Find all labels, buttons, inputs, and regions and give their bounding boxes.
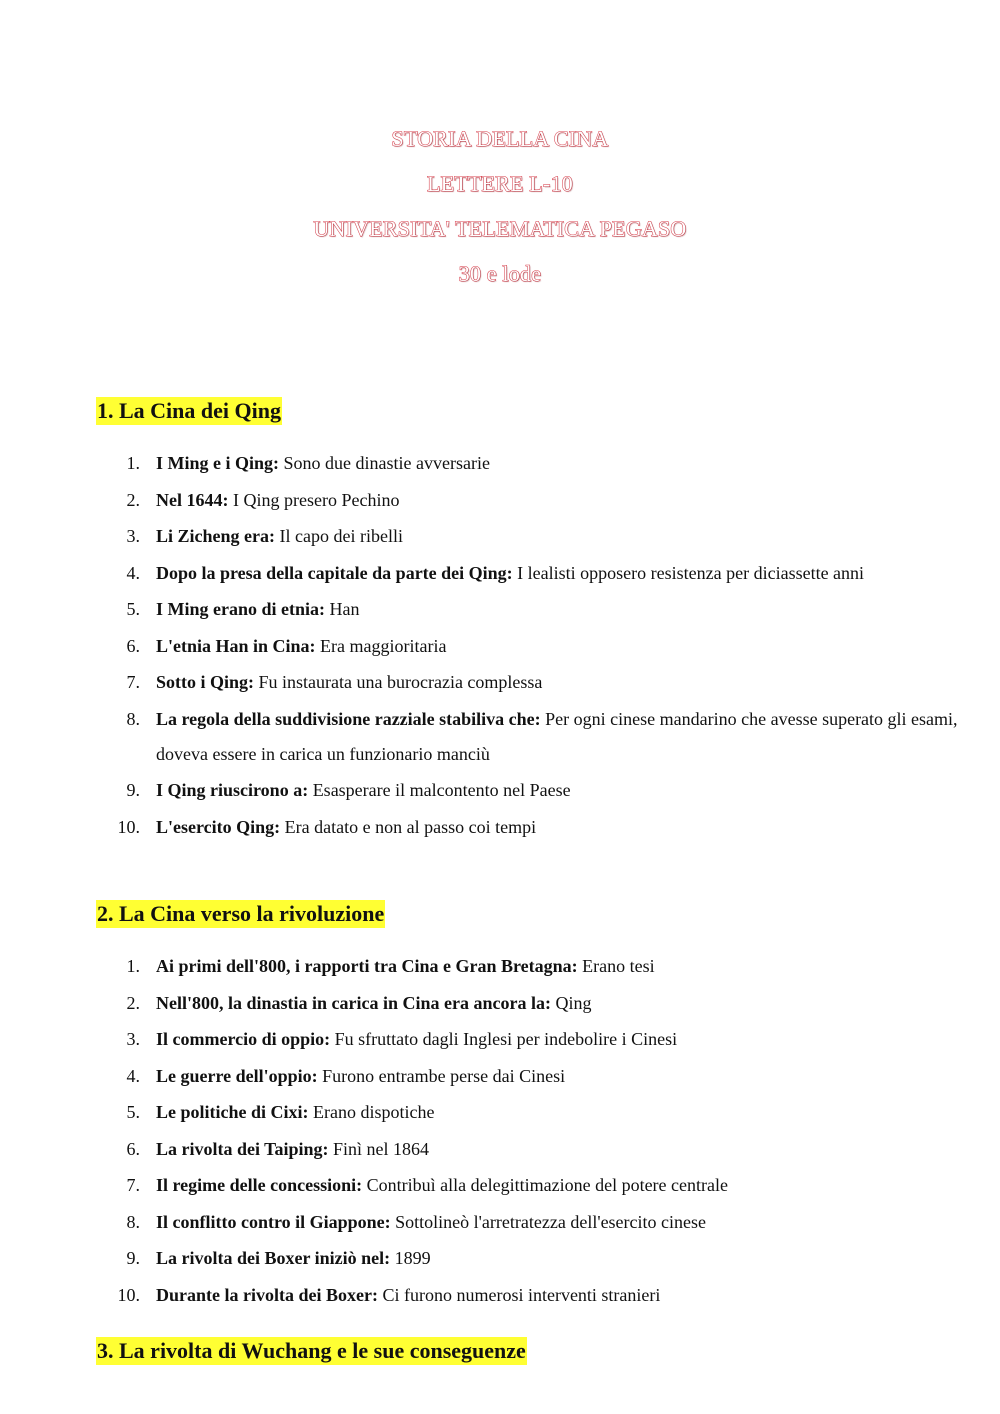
item-question: Ai primi dell'800, i rapporti tra Cina e Gran Bretagna: bbox=[156, 956, 578, 976]
item-question: Nel 1644: bbox=[156, 489, 229, 510]
item-answer: 1899 bbox=[394, 1248, 431, 1268]
list-item bbox=[126, 519, 976, 554]
item-question: Il commercio di oppio: bbox=[156, 1029, 331, 1049]
item-number: 4. bbox=[126, 1065, 140, 1086]
item-question: L'etnia Han in Cina: bbox=[156, 635, 316, 656]
list-item bbox=[117, 1278, 976, 1313]
list-item bbox=[126, 665, 976, 700]
section-title-wuchang: 3. La rivolta di Wuchang e le sue conseguenze bbox=[97, 1338, 526, 1363]
item-question: I Qing riuscirono a: bbox=[156, 780, 309, 800]
section-list-revolution bbox=[96, 949, 976, 1314]
list-item bbox=[126, 986, 976, 1021]
section-list-qing bbox=[96, 446, 976, 846]
item-answer: Il capo dei ribelli bbox=[279, 526, 403, 546]
item-question: I Ming erano di etnia: bbox=[156, 599, 325, 619]
list-item bbox=[126, 446, 976, 481]
item-answer: Han bbox=[329, 599, 360, 619]
item-question: L'esercito Qing: bbox=[156, 816, 281, 837]
list-item bbox=[126, 1168, 976, 1203]
list-item bbox=[117, 810, 976, 845]
document-header bbox=[0, 116, 1000, 296]
item-number: 8. bbox=[126, 708, 140, 729]
item-answer: Sono due dinastie avversarie bbox=[283, 453, 490, 473]
item-number: 7. bbox=[126, 1175, 140, 1195]
item-answer: Fu sfruttato dagli Inglesi per indebolire i Cinesi bbox=[334, 1029, 678, 1049]
section-title-qing: 1. La Cina dei Qing bbox=[97, 398, 281, 423]
item-question: La regola della suddivisione razziale stabiliva che: bbox=[156, 708, 541, 729]
list-item bbox=[126, 629, 976, 664]
grade-tagline: 30 e lode bbox=[458, 261, 542, 286]
item-question: Il regime delle concessioni: bbox=[156, 1175, 363, 1195]
list-item bbox=[126, 592, 976, 627]
item-number: 3. bbox=[126, 526, 140, 546]
item-question: Durante la rivolta dei Boxer: bbox=[156, 1284, 378, 1305]
item-answer: Finì nel 1864 bbox=[333, 1138, 430, 1159]
item-number: 5. bbox=[126, 599, 140, 619]
item-question: Dopo la presa della capitale da parte dei Qing: bbox=[156, 562, 513, 583]
item-answer: I Qing presero Pechino bbox=[232, 489, 400, 510]
item-answer: Era datato e non al passo coi tempi bbox=[284, 816, 537, 837]
item-answer: Erano tesi bbox=[582, 956, 655, 976]
list-item bbox=[126, 1059, 976, 1094]
item-question: La rivolta dei Taiping: bbox=[156, 1138, 329, 1159]
list-item bbox=[126, 483, 976, 518]
item-answer: Esasperare il malcontento nel Paese bbox=[312, 780, 571, 800]
item-answer: Ci furono numerosi interventi stranieri bbox=[382, 1284, 661, 1305]
item-question: Le guerre dell'oppio: bbox=[156, 1065, 318, 1086]
item-number: 4. bbox=[126, 562, 140, 583]
degree-code: LETTERE L-10 bbox=[427, 171, 573, 196]
item-number: 5. bbox=[126, 1102, 140, 1122]
list-item bbox=[126, 702, 976, 772]
list-item bbox=[126, 556, 976, 591]
item-number: 9. bbox=[126, 1248, 140, 1268]
course-title: STORIA DELLA CINA bbox=[391, 126, 609, 151]
list-item bbox=[126, 1095, 976, 1130]
item-question: Le politiche di Cixi: bbox=[156, 1102, 309, 1122]
item-number: 6. bbox=[126, 1138, 140, 1159]
item-answer: I lealisti opposero resistenza per diciassette anni bbox=[517, 562, 865, 583]
item-answer: Fu instaurata una burocrazia complessa bbox=[258, 672, 543, 692]
section-title-revolution: 2. La Cina verso la rivoluzione bbox=[97, 901, 385, 926]
item-answer: Per ogni cinese mandarino che avesse superato gli esami, doveva essere in carica un funzionario manciù bbox=[156, 708, 958, 764]
item-number: 7. bbox=[126, 672, 140, 692]
item-question: Sotto i Qing: bbox=[156, 672, 255, 692]
list-item bbox=[126, 1241, 976, 1276]
item-answer: Erano dispotiche bbox=[313, 1102, 435, 1122]
item-number: 2. bbox=[126, 489, 140, 510]
item-number: 3. bbox=[126, 1029, 140, 1049]
item-answer: Qing bbox=[555, 992, 592, 1013]
item-number: 6. bbox=[126, 635, 140, 656]
list-item bbox=[126, 1132, 976, 1167]
item-number: 10. bbox=[117, 1284, 140, 1305]
item-question: Il conflitto contro il Giappone: bbox=[156, 1211, 391, 1232]
item-number: 9. bbox=[126, 780, 140, 800]
university-name: UNIVERSITA' TELEMATICA PEGASO bbox=[313, 216, 687, 241]
item-number: 10. bbox=[117, 816, 140, 837]
list-item bbox=[126, 773, 976, 808]
item-answer: Contribuì alla delegittimazione del potere centrale bbox=[366, 1175, 728, 1195]
item-question: I Ming e i Qing: bbox=[156, 453, 280, 473]
item-number: 1. bbox=[126, 453, 140, 473]
item-question: Nell'800, la dinastia in carica in Cina era ancora la: bbox=[156, 992, 551, 1013]
list-item bbox=[126, 949, 976, 984]
item-number: 2. bbox=[126, 992, 140, 1013]
item-answer: Sottolineò l'arretratezza dell'esercito cinese bbox=[395, 1211, 707, 1232]
item-question: La rivolta dei Boxer iniziò nel: bbox=[156, 1248, 391, 1268]
item-answer: Furono entrambe perse dai Cinesi bbox=[322, 1065, 566, 1086]
item-answer: Era maggioritaria bbox=[320, 635, 447, 656]
item-number: 1. bbox=[126, 956, 140, 976]
list-item bbox=[126, 1205, 976, 1240]
item-question: Li Zicheng era: bbox=[156, 526, 275, 546]
list-item bbox=[126, 1022, 976, 1057]
item-number: 8. bbox=[126, 1211, 140, 1232]
